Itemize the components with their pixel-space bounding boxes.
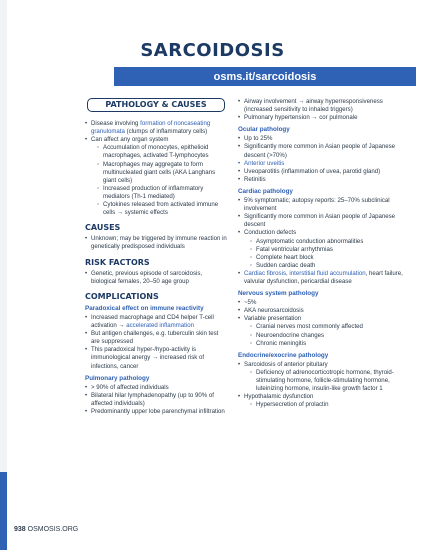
list-item: • Increased macrophage and CD4 helper T-cell activation → accelerated inflammation xyxy=(85,314,228,330)
list-item: • > 90% of affected individuals xyxy=(85,384,228,392)
list-item: ◦ Chronic meningitis xyxy=(250,340,410,348)
list-item: • This paradoxical hyper-/hypo-activity is immunological anergy → increased risk of infections, cancer xyxy=(85,346,228,370)
endocrine-list xyxy=(238,361,410,410)
list-item: • Uveoparotitis (inflammation of uvea, parotid gland) xyxy=(238,168,410,176)
organ-sublist xyxy=(97,144,228,217)
causes-header: CAUSES xyxy=(85,223,121,233)
formation-link[interactable]: formation of noncaseating granulomata xyxy=(91,120,211,136)
pulmonary-title: Pulmonary pathology xyxy=(85,374,150,382)
pulmonary-cont-list xyxy=(238,98,410,122)
cardiac-list xyxy=(238,197,410,286)
list-item: • AKA neurosarcoidosis xyxy=(238,307,410,315)
pathology-causes-header: PATHOLOGY & CAUSES xyxy=(87,98,225,112)
list-item: • Hypothalamic dysfunction ◦ Hypersecretion of prolactin xyxy=(238,393,410,409)
list-item: ◦ Accumulation of monocytes, epithelioid macrophages, activated T-lymphocytes xyxy=(97,144,228,160)
list-item: ◦ Sudden cardiac death xyxy=(250,262,410,270)
list-item: • Retinitis xyxy=(238,176,410,184)
list-item: • Sarcoidosis of anterior pituitary ◦ Deficiency of adrenocorticotropic hormone, thyroid-stimulating hormone, follicle-stimulating hormone, luteinizing hormone, insulin-like growth factor 1 xyxy=(238,361,410,393)
list-item: ◦ Fatal ventricular arrhythmias xyxy=(250,246,410,254)
list-item: • Unknown; may be triggered by immune reaction in genetically predisposed individuals xyxy=(85,235,228,251)
list-item: ◦ Hypersecretion of prolactin xyxy=(250,401,410,409)
page-edge-accent xyxy=(0,472,7,550)
list-item: • Disease involving formation of noncaseating granulomata (clumps of inflammatory cells) xyxy=(85,120,228,136)
pulmonary-list xyxy=(85,384,228,416)
ocular-title: Ocular pathology xyxy=(238,126,290,134)
list-item: ◦ Neuroendocrine changes xyxy=(250,332,410,340)
ocular-list xyxy=(238,135,410,184)
list-item: ◦ Increased production of inflammatory mediators (Th-1 mediated) xyxy=(97,185,228,201)
page-footer xyxy=(14,526,78,533)
paradoxical-list xyxy=(85,314,228,371)
risk-factors-header: RISK FACTORS xyxy=(85,257,150,267)
list-item: • Significantly more common in Asian people of Japanese descent xyxy=(238,213,410,229)
paradoxical-title: Paradoxical effect on immune reactivity xyxy=(85,304,204,312)
pathology-list xyxy=(85,120,228,217)
list-item: ◦ Deficiency of adrenocorticotropic hormone, thyroid-stimulating hormone, follicle-stimulating hormone, luteinizing hormone, insulin-like growth factor 1 xyxy=(250,369,410,393)
right-column xyxy=(238,98,410,409)
page-title: SARCOIDOSIS xyxy=(140,40,285,61)
list-item: • Up to 25% xyxy=(238,135,410,143)
cardiac-fibrosis-link[interactable]: Cardiac fibrosis, xyxy=(244,269,290,277)
site-name[interactable]: OSMOSIS.ORG xyxy=(27,526,79,533)
list-item: ◦ Macrophages may aggregate to form multinucleated giant cells (AKA Langhans giant cells) xyxy=(97,161,228,185)
list-item: ◦ Cranial nerves most commonly affected xyxy=(250,323,410,331)
url-banner[interactable]: osms.it/sarcoidosis xyxy=(114,67,416,86)
nervous-list xyxy=(238,299,410,348)
list-item: ◦ Asymptomatic conduction abnormalities xyxy=(250,238,410,246)
page-number: 938 xyxy=(14,526,26,533)
list-item: • Genetic, previous episode of sarcoidosis, biological females, 20–50 age group xyxy=(85,270,228,286)
conduction-sublist xyxy=(250,238,410,270)
nervous-sublist xyxy=(250,323,410,347)
list-item: • Bilateral hilar lymphadenopathy (up to 90% of affected individuals) xyxy=(85,392,228,408)
nervous-title: Nervous system pathology xyxy=(238,290,319,298)
list-item: • Significantly more common in Asian people of Japanese descent (>70%) xyxy=(238,143,410,159)
risk-list xyxy=(85,270,228,286)
list-item: • Pulmonary hypertension → cor pulmonale xyxy=(238,114,410,122)
cardiac-title: Cardiac pathology xyxy=(238,187,293,195)
pituitary-sublist xyxy=(250,369,410,393)
list-item: ◦ Cytokines released from activated immune cells → systemic effects xyxy=(97,201,228,217)
complications-header: COMPLICATIONS xyxy=(85,291,159,301)
causes-list xyxy=(85,235,228,251)
list-item: • Airway involvement → airway hyperresponsiveness (increased sensitivity to inhaled triggers) xyxy=(238,98,410,114)
interstitial-fluid-link[interactable]: interstitial fluid accumulation xyxy=(289,269,366,277)
list-item: ◦ Complete heart block xyxy=(250,254,410,262)
list-item: • But antigen challenges, e.g. tuberculin skin test are suppressed xyxy=(85,330,228,346)
list-item: • ~5% xyxy=(238,299,410,307)
page-edge-bar xyxy=(0,0,7,550)
list-item: • Can affect any organ system ◦ Accumulation of monocytes, epithelioid macrophages, activated T-lymphocytes ◦ Macrophages may aggregate to form multinucleated giant cells (AKA Langhans giant cells) ◦ Increased production of inflammatory mediators (Th-1 mediated) ◦ Cytokines released from activated immune cells → systemic effects xyxy=(85,136,228,217)
list-item: • Variable presentation ◦ Cranial nerves most commonly affected ◦ Neuroendocrine changes ◦ Chronic meningitis xyxy=(238,315,410,347)
endocrine-title: Endocrine/exocrine pathology xyxy=(238,351,329,359)
list-item: • Predominantly upper lobe parenchymal infiltration xyxy=(85,408,228,416)
list-item: • 5% symptomatic; autopsy reports: 25–70% subclinical involvement xyxy=(238,197,410,213)
hypothalamic-sublist xyxy=(250,401,410,409)
list-item: • Conduction defects ◦ Asymptomatic conduction abnormalities ◦ Fatal ventricular arrhythmias ◦ Complete heart block ◦ Sudden cardiac death xyxy=(238,229,410,269)
anterior-uveitis-link[interactable]: • Anterior uveitis xyxy=(238,160,410,168)
list-item: • Cardiac fibrosis, interstitial fluid accumulation, heart failure, valvular dysfunction, pericardial disease xyxy=(238,270,410,286)
left-column xyxy=(85,98,228,416)
accelerated-inflammation-link[interactable]: accelerated inflammation xyxy=(126,322,194,330)
